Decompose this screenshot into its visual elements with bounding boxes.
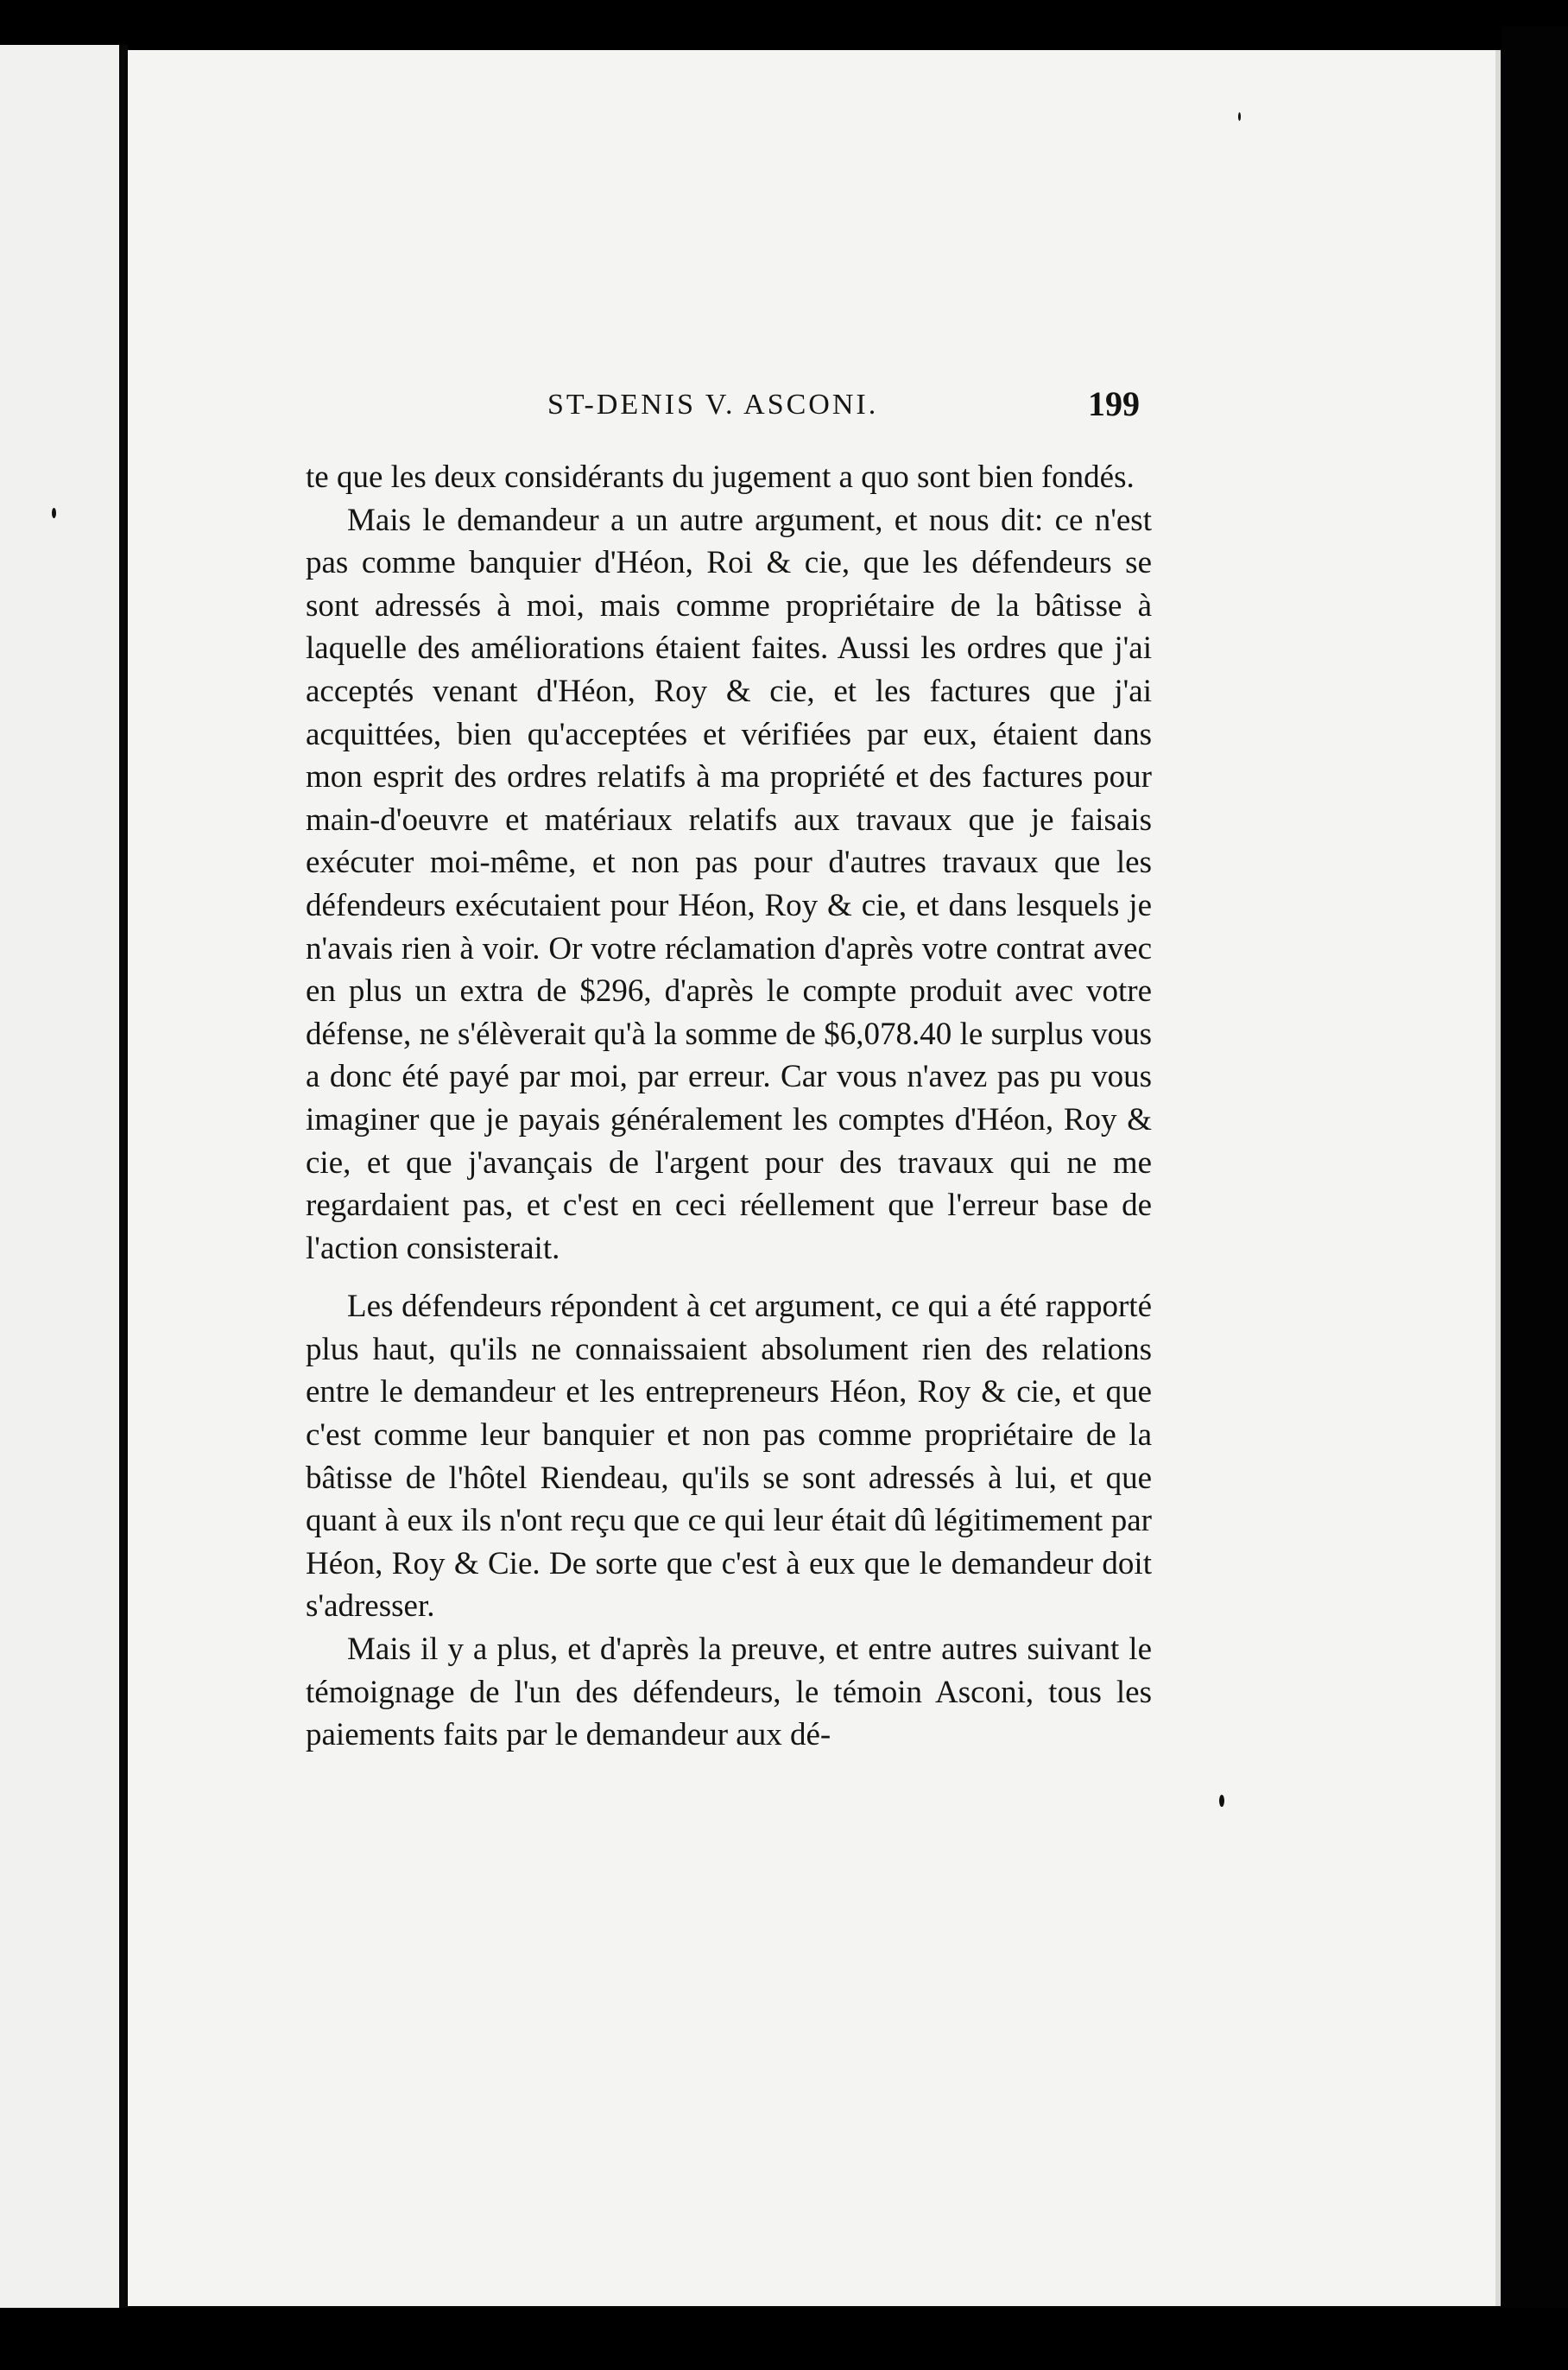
- paragraph: Mais le demandeur a un autre argument, et nous dit: ce n'est pas comme banquier d'Héon, Roi & cie, que les défendeurs se sont adressés à moi, mais comme propriétaire de la bâtisse à laquelle des améliorations étaient faites. Aussi les ordres que j'ai acceptés venant d'Héon, Roy & cie, et les factures que j'ai acquittées, bien qu'acceptées et vérifiées par eux, étaient dans mon esprit des ordres relatifs à ma propriété et des factures pour main-d'oeuvre et matériaux relatifs aux travaux que je faisais exécuter moi-même, et non pas pour d'autres travaux que les défendeurs exécutaient pour Héon, Roy & cie, et dans lesquels je n'avais rien à voir. Or votre réclamation d'après votre contrat avec en plus un extra de $296, d'après le compte produit avec votre défense, ne s'élèverait qu'à la somme de $6,078.40 le surplus vous a donc été payé par moi, par erreur. Car vous n'avez pas pu vous imaginer que je payais généralement les comptes d'Héon, Roy & cie, et que j'avançais de l'argent pour des travaux qui ne me regardaient pas, et c'est en ceci réellement que l'erreur base de l'action consisterait.: [306, 502, 1152, 1266]
- scan-bottom-border: [0, 2308, 1568, 2370]
- running-head: [306, 383, 1152, 435]
- scan-top-border: [0, 0, 1568, 54]
- page-number: 199: [1088, 384, 1140, 423]
- body-text: [306, 456, 1152, 1757]
- paragraph: Mais il y a plus, et d'après la preuve, et entre autres suivant le témoignage de l'un des défendeurs, le témoin Asconi, tous les paiements faits par le demandeur aux dé-: [306, 1632, 1152, 1753]
- scan-speck: [1238, 112, 1241, 121]
- paragraph: te que les deux considérants du jugement a quo sont bien fondés.: [306, 459, 1135, 495]
- book-gutter: [119, 45, 128, 2308]
- scan-speck: [1219, 1795, 1224, 1807]
- running-title: ST-DENIS V. ASCONI.: [547, 389, 879, 421]
- paragraph: Les défendeurs répondent à cet argument, ce qui a été rapporté plus haut, qu'ils ne connaissaient absolument rien des relations entre le demandeur et les entrepreneurs Héon, Roy & cie, et que c'est comme leur banquier et non pas comme propriétaire de la bâtisse de l'hôtel Riendeau, qu'ils se sont adressés à lui, et que quant à eux ils n'ont reçu que ce qui leur était dû légitimement par Héon, Roy & Cie. De sorte que c'est à eux que le demandeur doit s'adresser.: [306, 1289, 1152, 1625]
- scan-right-border: [1501, 26, 1568, 2370]
- scan-speck: [52, 508, 56, 518]
- facing-page-fragment: [0, 45, 119, 2308]
